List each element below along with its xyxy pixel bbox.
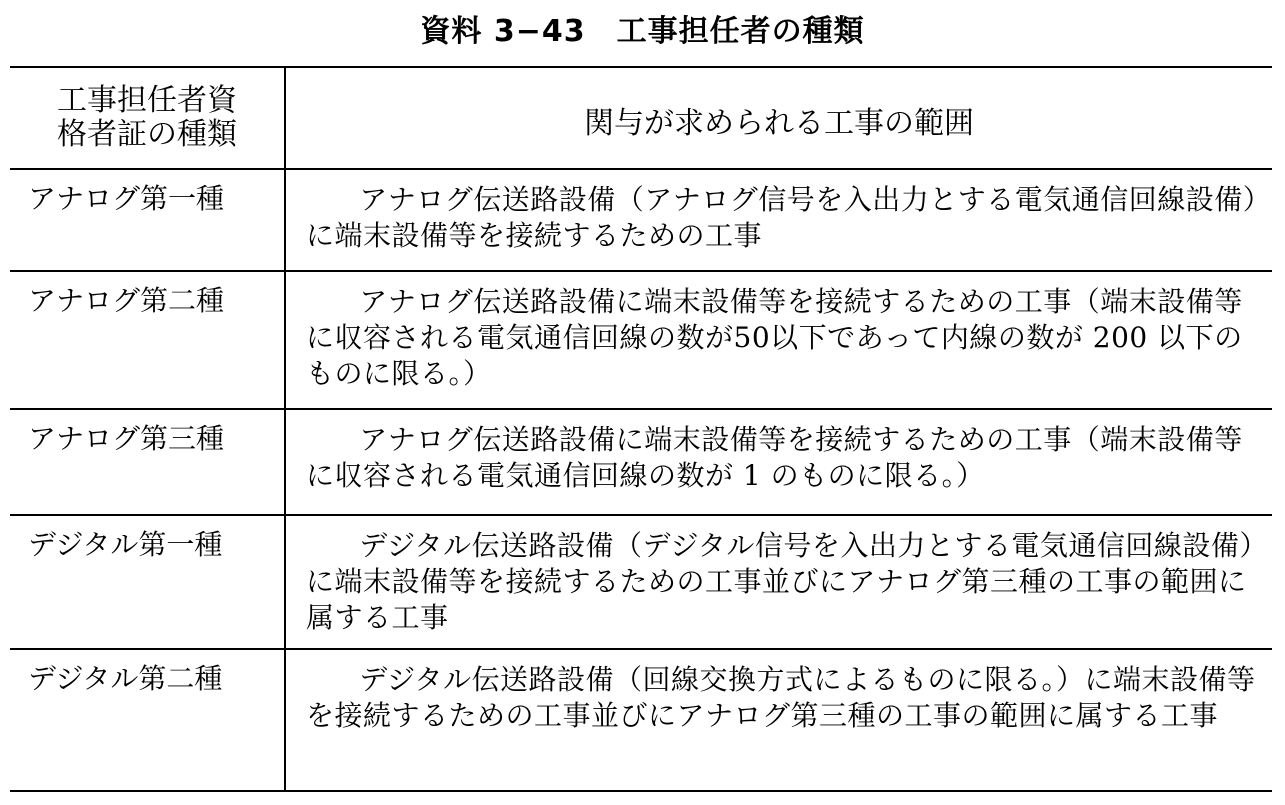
header-license-type-line2: 格者証の種類 <box>57 117 237 152</box>
row-work-scope: アナログ伝送路設備に端末設備等を接続するための工事（端末設備等に収容される電気通信回線の数が 1 のものに限る。） <box>306 423 1243 492</box>
header-work-scope: 関与が求められる工事の範囲 <box>584 106 974 141</box>
row-license-label: アナログ第一種 <box>28 182 225 215</box>
table-row <box>10 410 1272 516</box>
row-work-scope: デジタル伝送路設備（デジタル信号を入出力とする電気通信回線設備）に端末設備等を接続するための工事並びにアナログ第三種の工事の範囲に属する工事 <box>306 529 1268 634</box>
table-row <box>10 650 1272 788</box>
page-title: 資料 3−43 工事担任者の種類 <box>420 14 865 49</box>
table-header-row <box>10 68 1272 170</box>
row-license-label: デジタル第一種 <box>28 528 223 561</box>
row-work-scope: デジタル伝送路設備（回線交換方式によるものに限る。）に端末設備等を接続するための工事並びにアナログ第三種の工事の範囲に属する工事 <box>306 663 1256 732</box>
row-work-scope: アナログ伝送路設備に端末設備等を接続するための工事（端末設備等に収容される電気通信回線の数が50以下であって内線の数が 200 以下のものに限る。） <box>306 285 1243 390</box>
header-license-type-line1: 工事担任者資 <box>57 83 237 118</box>
row-license-label: アナログ第二種 <box>28 284 225 317</box>
row-license-label: デジタル第二種 <box>28 662 223 695</box>
table-row <box>10 516 1272 650</box>
row-work-scope: アナログ伝送路設備（アナログ信号を入出力とする電気通信回線設備）に端末設備等を接続するための工事 <box>306 183 1258 252</box>
table-row <box>10 170 1272 272</box>
header-license-type <box>10 84 284 152</box>
table-row <box>10 272 1272 410</box>
license-table <box>10 66 1272 792</box>
row-license-label: アナログ第三種 <box>28 422 225 455</box>
